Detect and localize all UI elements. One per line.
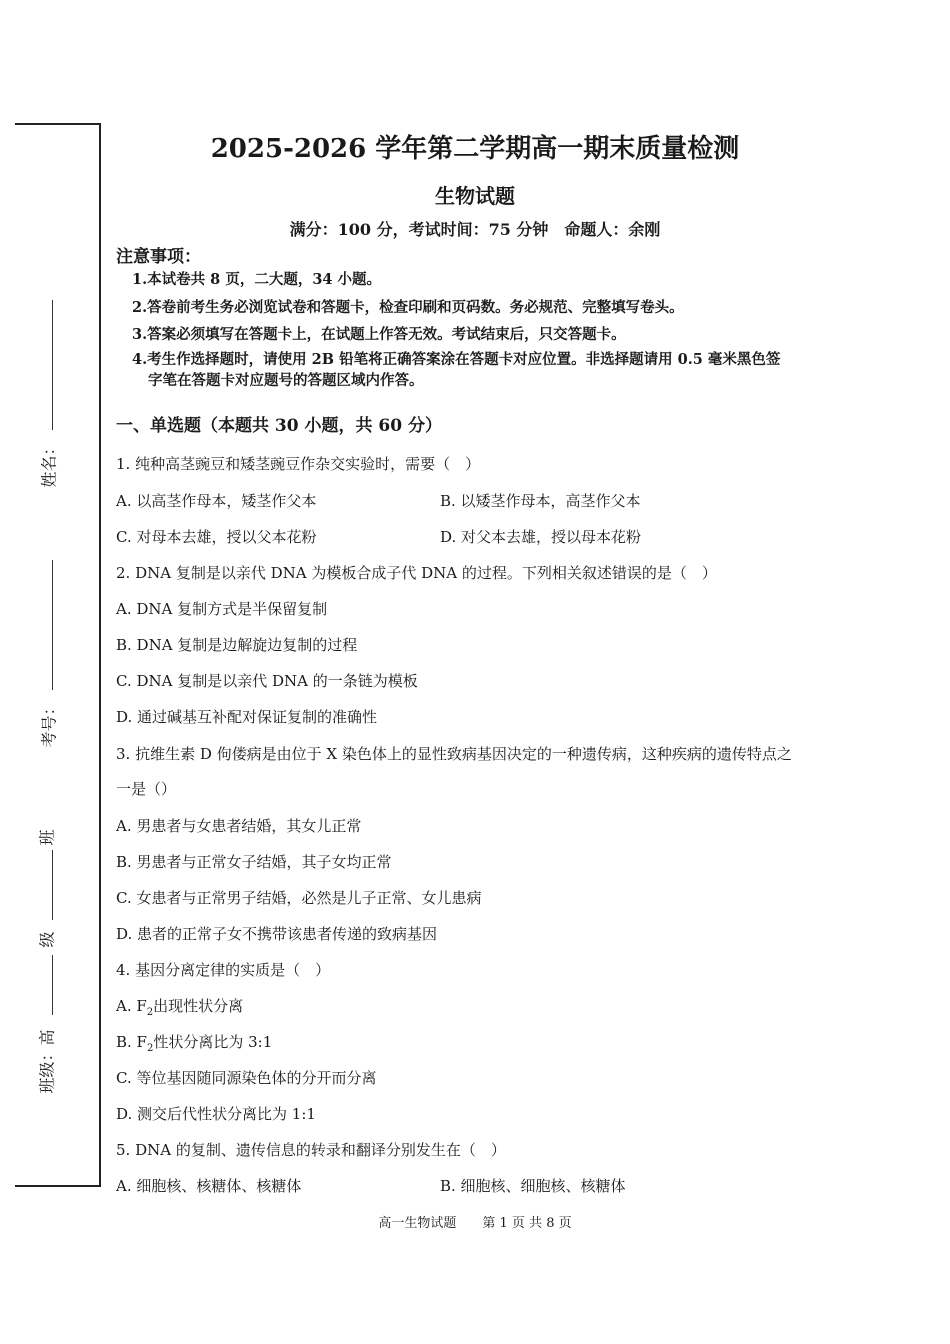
section-heading: 一、单选题（本题共 30 小题，共 60 分） (116, 416, 442, 436)
question-stem-continued: 一是（） (116, 780, 177, 798)
question-stem: 1. 纯种高茎豌豆和矮茎豌豆作杂交实验时，需要（ ） (116, 455, 481, 473)
grade-char: 级 (37, 931, 57, 948)
page-footer: 高一生物试题 第 1 页 共 8 页 (378, 1216, 572, 1231)
option-a: A. $F_2$出现性状分离 (116, 997, 244, 1018)
option-d: D. 对父本去雄，授以母本花粉 (440, 528, 642, 546)
class-label: 班级：高 (37, 1029, 57, 1094)
option-b: B. $F_2$性状分离比为 3:1 (116, 1033, 273, 1054)
option-b: B. DNA 复制是边解旋边复制的过程 (116, 636, 358, 654)
class-line (52, 850, 53, 920)
note-item: 字笔在答题卡对应题号的答题区域内作答。 (148, 372, 424, 389)
option-c: C. 女患者与正常男子结婚，必然是儿子正常、女儿患病 (116, 889, 482, 907)
id-label: 考号： (39, 699, 59, 748)
option-d: D. 通过碱基互补配对保证复制的准确性 (116, 708, 378, 726)
option-c: C. 对母本去雄，授以父本花粉 (116, 528, 317, 546)
id-line (52, 560, 53, 690)
binding-margin-frame (15, 123, 101, 1187)
option-a: A. 以高茎作母本，矮茎作父本 (116, 492, 317, 510)
option-c: C. 等位基因随同源染色体的分开而分离 (116, 1069, 377, 1087)
page-title: 2025-2026 学年第二学期高一期末质量检测 (210, 134, 740, 164)
note-item: 1.本试卷共 8 页，二大题，34 小题。 (132, 271, 382, 288)
question-stem: 4. 基因分离定律的实质是（ ） (116, 961, 331, 979)
question-stem: 5. DNA 的复制、遗传信息的转录和翻译分别发生在（ ） (116, 1141, 506, 1159)
option-c: C. DNA 复制是以亲代 DNA 的一条链为模板 (116, 672, 418, 690)
option-b: B. 以矮茎作母本，高茎作父本 (440, 492, 641, 510)
question-stem: 3. 抗维生素 D 佝偻病是由位于 X 染色体上的显性致病基因决定的一种遗传病，这种疾病的遗传特点之 (116, 745, 792, 763)
option-b: B. 细胞核、细胞核、核糖体 (440, 1177, 626, 1195)
note-item: 2.答卷前考生务必浏览试卷和答题卡，检查印刷和页码数。务必规范、完整填写卷头。 (132, 299, 684, 316)
option-b: B. 男患者与正常女子结婚，其子女均正常 (116, 853, 392, 871)
grade-line (52, 955, 53, 1015)
option-d: D. 患者的正常子女不携带该患者传递的致病基因 (116, 925, 438, 943)
exam-meta: 满分：100 分，考试时间：75 分钟 命题人：余刚 (289, 220, 661, 239)
question-stem: 2. DNA 复制是以亲代 DNA 为模板合成子代 DNA 的过程。下列相关叙述错误的是（ ） (116, 564, 717, 582)
option-d: D. 测交后代性状分离比为 1:1 (116, 1105, 316, 1123)
note-item: 4.考生作选择题时，请使用 2B 铅笔将正确答案涂在答题卡对应位置。非选择题请用 0.5 毫米黑色签 (132, 351, 781, 368)
notes-heading: 注意事项： (116, 247, 201, 267)
name-label: 姓名： (39, 439, 59, 488)
page-subtitle: 生物试题 (435, 184, 515, 208)
option-a: A. DNA 复制方式是半保留复制 (116, 600, 328, 618)
option-a: A. 细胞核、核糖体、核糖体 (116, 1177, 302, 1195)
option-a: A. 男患者与女患者结婚，其女儿正常 (116, 817, 362, 835)
note-item: 3.答案必须填写在答题卡上，在试题上作答无效。考试结束后，只交答题卡。 (132, 326, 626, 343)
name-line (52, 300, 53, 430)
class-char: 班 (37, 829, 57, 846)
